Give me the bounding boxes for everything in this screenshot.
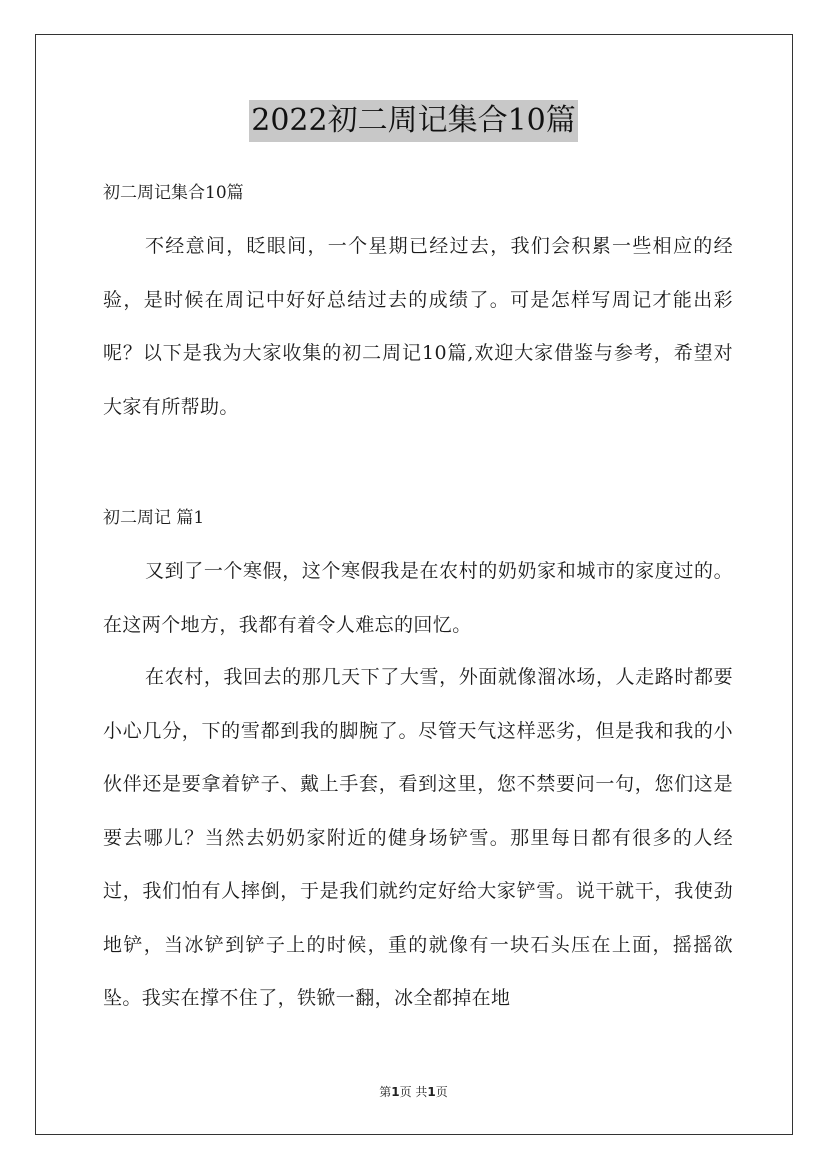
section-heading: 初二周记 篇1: [103, 508, 205, 528]
footer-page-current: 1: [391, 1085, 400, 1099]
footer-prefix: 第: [379, 1085, 392, 1099]
title-container: [0, 100, 827, 142]
footer-mid: 页 共: [399, 1085, 428, 1099]
document-title: 2022初二周记集合10篇: [249, 100, 578, 142]
body-paragraph-1: 又到了一个寒假，这个寒假我是在农村的奶奶家和城市的家度过的。在这两个地方，我都有着令人难忘的回忆。: [103, 560, 733, 636]
footer-suffix: 页: [435, 1085, 448, 1099]
document-subtitle: 初二周记集合10篇: [103, 183, 244, 203]
footer-page-total: 1: [427, 1085, 436, 1099]
page-footer: [0, 1083, 827, 1100]
intro-paragraph: 不经意间，眨眼间，一个星期已经过去，我们会积累一些相应的经验，是时候在周记中好好总结过去的成绩了。可是怎样写周记才能出彩呢？以下是我为大家收集的初二周记10篇,欢迎大家借鉴与参考，希望对大家有所帮助。: [103, 235, 733, 418]
body-paragraph-2: 在农村，我回去的那几天下了大雪，外面就像溜冰场，人走路时都要小心几分，下的雪都到我的脚腕了。尽管天气这样恶劣，但是我和我的小伙伴还是要拿着铲子、戴上手套，看到这里，您不禁要问一句，您们这是要去哪儿？当然去奶奶家附近的健身场铲雪。那里每日都有很多的人经过，我们怕有人摔倒，于是我们就约定好给大家铲雪。说干就干，我使劲地铲，当冰铲到铲子上的时候，重的就像有一块石头压在上面，摇摇欲坠。我实在撑不住了，铁锨一翻，冰全都掉在地: [103, 666, 733, 1009]
